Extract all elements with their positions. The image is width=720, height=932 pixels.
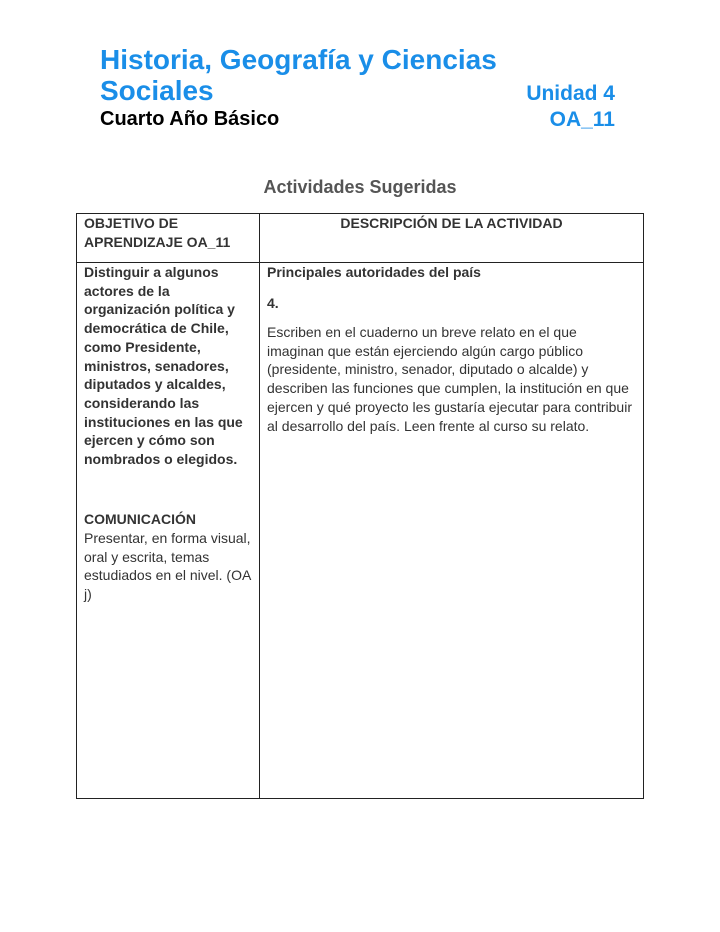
activity-line: ejercen y qué proyecto les gustaría ejecutar para contribuir	[267, 398, 632, 415]
grade-subtitle: Cuarto Año Básico	[100, 108, 280, 130]
skill-text	[84, 529, 251, 604]
skill-line: estudiados en el nivel. (OA	[84, 567, 252, 584]
objective-line: democrática de Chile,	[84, 320, 229, 337]
activity-description	[267, 323, 632, 435]
objective-line: actores de la	[84, 282, 170, 299]
description-header: DESCRIPCIÓN DE LA ACTIVIDAD	[340, 215, 563, 231]
activity-number: 4.	[267, 295, 279, 311]
objective-text	[84, 263, 243, 469]
objective-line: instituciones en las que	[84, 413, 243, 430]
objective-line: como Presidente,	[84, 338, 201, 355]
objective-line: considerando las	[84, 394, 200, 411]
objective-line: organización política y	[84, 301, 235, 318]
activity-line: describen las funciones que cumplen, la institución en que	[267, 380, 629, 397]
skill-line: Presentar, en forma visual,	[84, 530, 251, 546]
objective-line: ejercen y cómo son	[84, 432, 215, 449]
activity-line: al desarrollo del país. Leen frente al curso su relato.	[267, 417, 590, 434]
section-title: Actividades Sugeridas	[263, 177, 457, 197]
objective-line: nombrados o elegidos.	[84, 451, 238, 468]
objective-line: diputados y alcaldes,	[84, 376, 226, 393]
activity-line: Escriben en el cuaderno un breve relato en el que	[267, 324, 577, 340]
column-divider	[259, 213, 260, 799]
header-line: OBJETIVO DE	[84, 215, 179, 231]
objective-header	[84, 214, 230, 251]
title-line: Historia, Geografía y Ciencias	[100, 44, 497, 75]
unit-label: Unidad 4	[526, 82, 615, 105]
oa-label: OA_11	[549, 108, 615, 131]
activity-line: (presidente, ministro, senador, diputado o alcalde) y	[267, 361, 589, 378]
skill-line: j)	[84, 586, 92, 603]
objective-line: Distinguir a algunos	[84, 264, 219, 280]
objective-line: ministros, senadores,	[84, 357, 229, 374]
skill-line: oral y escrita, temas	[84, 548, 210, 565]
document-title	[100, 44, 497, 106]
title-line: Sociales	[100, 75, 214, 106]
activity-title: Principales autoridades del país	[267, 264, 481, 280]
header-line: APRENDIZAJE OA_11	[84, 233, 231, 250]
activity-line: imaginan que están ejerciendo algún cargo público	[267, 342, 583, 359]
skill-title: COMUNICACIÓN	[84, 511, 196, 527]
